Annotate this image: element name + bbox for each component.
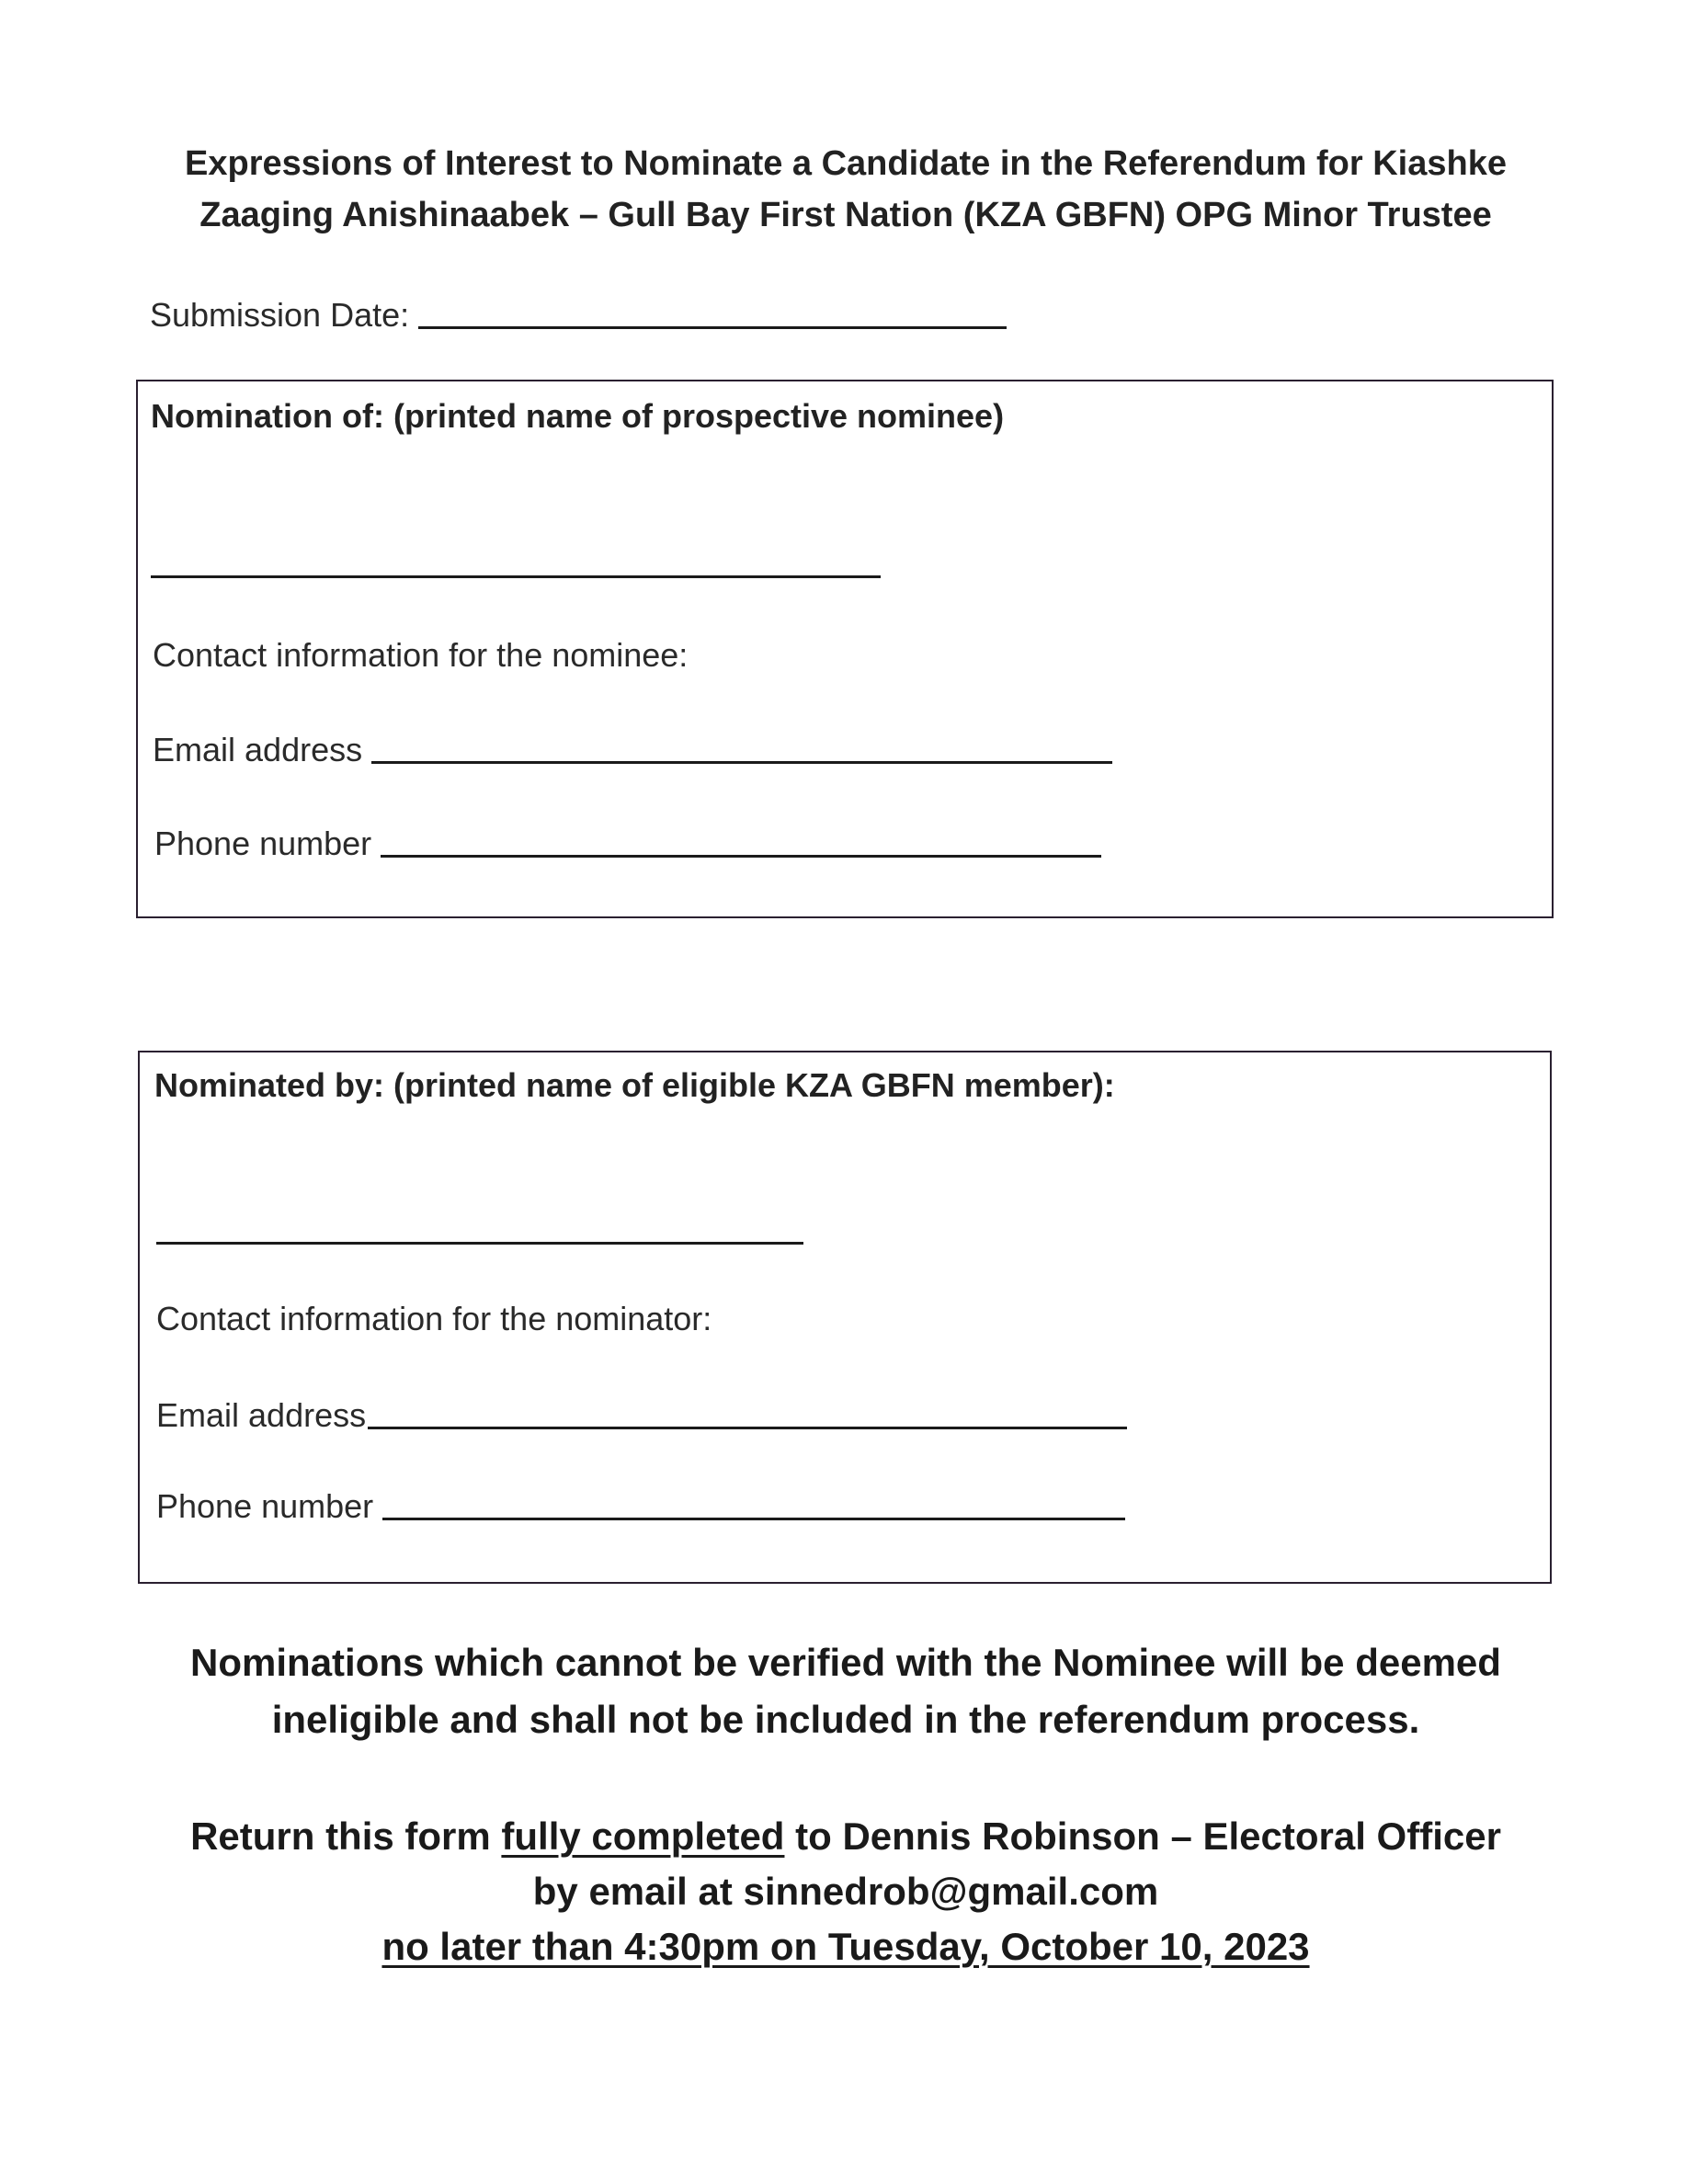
nominator-phone-field[interactable] (156, 1487, 1125, 1526)
nominee-email-label: Email address (153, 731, 363, 768)
return-email-line: by email at sinnedrob@gmail.com (532, 1870, 1159, 1913)
nominee-phone-field[interactable] (154, 825, 1101, 863)
fully-completed-text: fully completed (501, 1814, 785, 1858)
nominee-heading: Nomination of: (printed name of prospective nominee) (151, 397, 1005, 435)
form-title-line-2: Zaaging Anishinaabek – Gull Bay First Nation (KZA GBFN) OPG Minor Trustee (199, 196, 1492, 234)
nominator-heading: Nominated by: (printed name of eligible KZA GBFN member): (154, 1066, 1115, 1104)
submission-date-line[interactable] (418, 326, 1007, 329)
submission-date-label: Submission Date: (150, 296, 410, 334)
submission-date-field[interactable] (150, 296, 1007, 335)
form-title-line-1: Expressions of Interest to Nominate a Candidate in the Referendum for Kiashke (185, 144, 1507, 183)
return-prefix: Return this form (190, 1814, 502, 1858)
eligibility-notice (129, 1634, 1563, 1748)
return-suffix: to Dennis Robinson – Electoral Officer (784, 1814, 1501, 1858)
nominee-phone-line[interactable] (381, 855, 1101, 858)
nominator-phone-line[interactable] (382, 1518, 1125, 1520)
nominee-name-line[interactable] (151, 575, 881, 578)
nominator-phone-label: Phone number (156, 1487, 374, 1525)
nominee-email-field[interactable] (153, 731, 1112, 769)
nominee-email-line[interactable] (371, 761, 1112, 764)
return-instructions (129, 1809, 1563, 1974)
nominee-contact-label: Contact information for the nominee: (153, 636, 689, 674)
nominator-contact-label: Contact information for the nominator: (156, 1300, 712, 1337)
nominee-phone-label: Phone number (154, 825, 372, 862)
nominator-email-line[interactable] (368, 1427, 1127, 1429)
eligibility-notice-line-2: ineligible and shall not be included in the referendum process. (271, 1698, 1420, 1741)
return-deadline: no later than 4:30pm on Tuesday, October 10, 2023 (381, 1925, 1310, 1968)
form-title (129, 138, 1563, 241)
nominator-email-field[interactable] (156, 1396, 1127, 1435)
nominator-name-line[interactable] (156, 1242, 803, 1245)
return-deadline-row (129, 1919, 1563, 1974)
eligibility-notice-line-1: Nominations which cannot be verified with the Nominee will be deemed (190, 1641, 1501, 1684)
nominator-email-label: Email address (156, 1396, 367, 1434)
return-line-1 (129, 1809, 1563, 1864)
